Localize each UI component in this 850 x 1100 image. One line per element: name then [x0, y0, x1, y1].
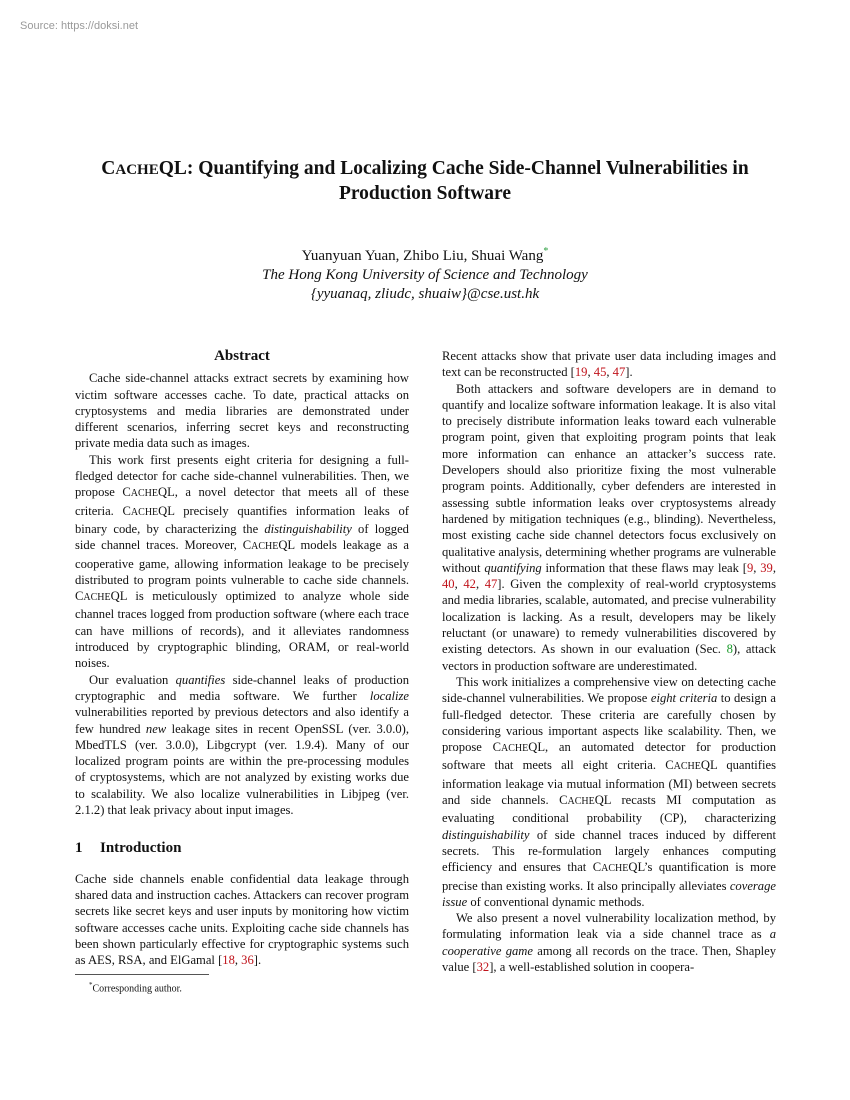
title-ache: ACHE [115, 162, 159, 178]
title-line1: QL: Quantifying and Localizing Cache Side-Channel Vulnerabilities in [158, 158, 749, 179]
abstract-paragraph-3: Our evaluation quantifies side-channel leaks of production cryptographic and media software. We further localize vulnerabilities reported by previous detectors and also identify a few hundred new leakage sites in recent OpenSSL (ver. 3.0.0), MbedTLS (ver. 3.0.0), Libgcrypt (ver. 1.9.4). Many of our localized program points are within the pre-processing modules of cryptosystems, which are not analyzed by existing works due to scalability. We also localize vulnerabilities in Libjpeg (ver. 2.1.2) that leak privacy about input images. [75, 672, 409, 818]
citation-link[interactable]: 47 [612, 365, 626, 380]
affiliation: The Hong Kong University of Science and Technology [262, 267, 588, 283]
citation-link[interactable]: 32 [476, 959, 490, 974]
author-block [60, 242, 790, 304]
section-number: 1 [75, 840, 83, 857]
left-column [75, 348, 409, 996]
section-title: Introduction [100, 840, 182, 857]
source-url: Source: https://doksi.net [20, 20, 139, 32]
corresponding-star: * [543, 246, 549, 257]
abstract-heading: Abstract [214, 348, 270, 364]
author-names: Yuanyuan Yuan, Zhibo Liu, Shuai Wang* [301, 246, 549, 264]
footnote: *Corresponding author. [89, 981, 182, 995]
title-c: C [101, 158, 116, 179]
abstract-paragraph-1: Cache side-channel attacks extract secrets by examining how victim software accesses cache. To date, practical attacks on cryptosystems and media libraries are demonstrated under different scenarios, inferring secret keys and reconstructing private media data such as images. [75, 371, 409, 451]
citation-link[interactable]: 18 [222, 953, 235, 968]
citation-link[interactable]: 40 [442, 577, 455, 592]
citation-link[interactable]: 19 [574, 365, 588, 380]
footnote-rule [75, 974, 209, 975]
citation-link[interactable]: 36 [241, 953, 254, 968]
intro-paragraph-5: We also present a novel vulnerability localization method, by formulating information leak via a side channel trace as a cooperative game among all records on the trace. Then, Shapley value [32], a well-established solution in coopera- [442, 911, 777, 974]
paper-title [60, 157, 790, 206]
intro-paragraph-3: Both attackers and software developers are in demand to quantify and localize software information leakage. It is also vital to precisely distribute information leaks toward each vulnerable program point, given that exploiting program points that leak more information can enhance an attacker’s success rate. Developers should also prioritize fixing the most vulnerable program points. Additionally, cyber defenders are interested in assessing subtle information leaks over cryptosystems already hardened by mitigation techniques (e.g., blinding). Nevertheless, most existing cache side channel detectors focus exclusively on qualitative analysis, determining whether programs are vulnerable without quantifying information that these flaws may leak [9, 39, 40, 42, 47]. Given the complexity of real-world cryptosystems and media libraries, scalable, automated, and precise vulnerability localization is lacking. As a result, developers may be likely reluctant (or unaware) to remedy vulnerabilities discovered by existing detectors. As shown in our evaluation (Sec. 8), attack vectors in production software are underestimated. [442, 381, 777, 673]
section-heading-introduction [75, 840, 409, 856]
intro-paragraph-1: Cache side channels enable confidential data leakage through shared data and instruction caches. Attackers can recover program secrets like secret keys and user inputs by monitoring how victim software accesses cache units. Exploiting cache side channels has been shown particularly effective for cryptographic systems such as AES, RSA, and ElGamal [18, 36]. [75, 871, 409, 968]
right-column [442, 348, 776, 975]
citation-link[interactable]: 45 [593, 365, 607, 380]
intro-paragraph-2: Recent attacks show that private user data including images and text can be reconstructed [19, 45, 47]. [442, 349, 776, 380]
citation-link[interactable]: 39 [760, 560, 773, 575]
citation-link[interactable]: 47 [484, 577, 498, 592]
citation-link[interactable]: 42 [463, 577, 476, 592]
abstract-paragraph-2: This work first presents eight criteria for designing a full-fledged detector for cache side-channel vulnerabilities. Then, we propose CACHEQL, a novel detector that meets all of these criteria. CACHEQL precisely quantifies information leaks of binary code, by characterizing the distinguishability of logged side channel traces. Moreover, CACHEQL models leakage as a cooperative game, allowing information leakage to be precisely distributed to program points vulnerable to cache side channels. CACHEQL is meticulously optimized to analyze whole side channel traces logged from production software (where each trace can have millions of records), and it alleviates randomness introduced by cryptographic blinding, ORAM, or real-world noises. [75, 452, 410, 671]
title-line2: Production Software [338, 183, 512, 204]
author-emails: {yyuanaq, zliudc, shuaiw}@cse.ust.hk [310, 286, 540, 302]
citation-link[interactable]: 9 [746, 560, 754, 575]
section-link[interactable]: 8 [726, 642, 733, 657]
intro-paragraph-4: This work initializes a comprehensive view on detecting cache side-channel vulnerabilities. We propose eight criteria to design a full-fledged detector. These criteria are carefully chosen by considering various important aspects like scalability. Then, we propose CACHEQL, an automated detector for production software that meets all eight criteria. CACHEQL quantifies information leakage via mutual information (MI) between secrets and side channels. CACHEQL recasts MI computation as evaluating conditional probability (CP), characterizing distinguishability of side channel traces induced by different secrets. This re-formulation largely enhances computing efficiency and ensures that CACHEQL’s quantification is more precise than existing works. It also principally alleviates coverage issue of conventional dynamic methods. [442, 674, 776, 909]
